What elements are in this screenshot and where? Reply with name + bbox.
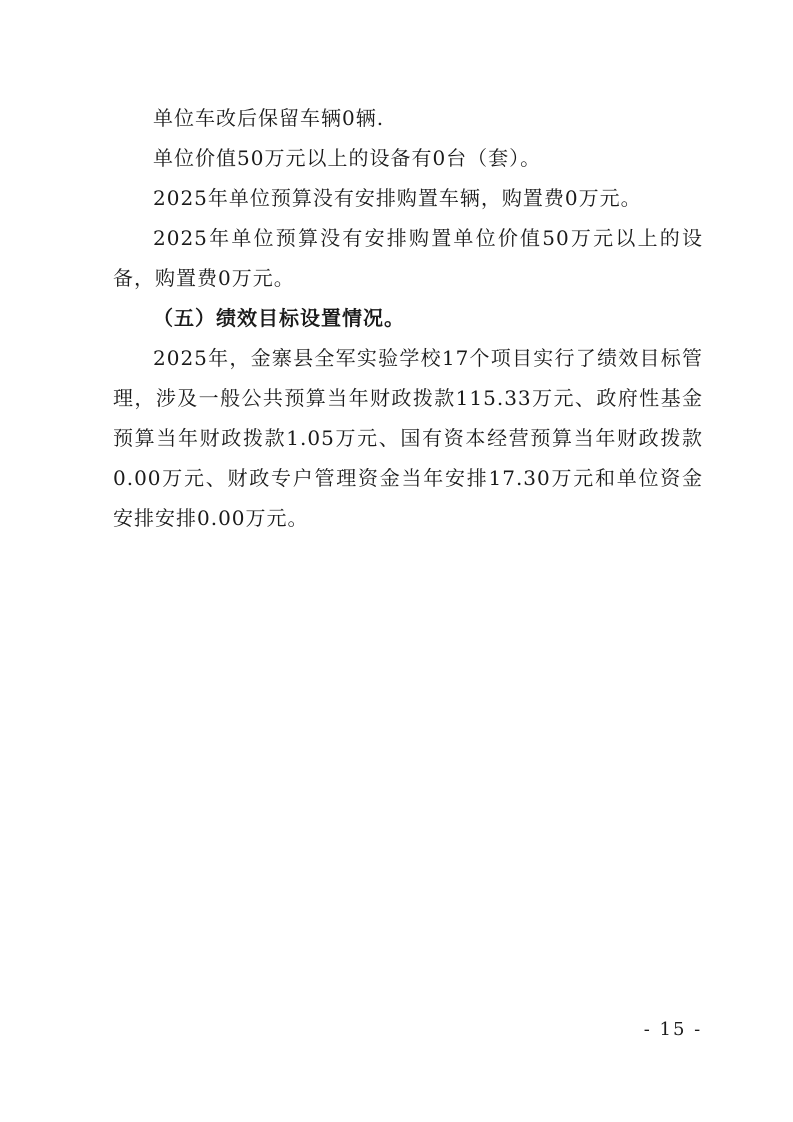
paragraph-equipment-purchase: 2025年单位预算没有安排购置单位价值50万元以上的设备，购置费0万元。 xyxy=(113,226,703,290)
paragraph-retained-vehicles: 单位车改后保留车辆0辆. xyxy=(153,106,385,130)
section-heading: （五）绩效目标设置情况。 xyxy=(153,306,405,330)
page-number: - 15 - xyxy=(643,1019,703,1040)
paragraph-performance-targets: 2025年，金寨县全军实验学校17个项目实行了绩效目标管理，涉及一般公共预算当年财政拨款115.33万元、政府性基金预算当年财政拨款1.05万元、国有资本经营预算当年财政拨款0.00万元、财政专户管理资金当年安排17.30万元和单位资金安排安排0.00万元。 xyxy=(113,346,703,530)
document-body xyxy=(113,98,703,538)
paragraph-equipment-count: 单位价值50万元以上的设备有0台（套）。 xyxy=(153,146,542,170)
paragraph-vehicle-purchase: 2025年单位预算没有安排购置车辆，购置费0万元。 xyxy=(153,186,642,210)
